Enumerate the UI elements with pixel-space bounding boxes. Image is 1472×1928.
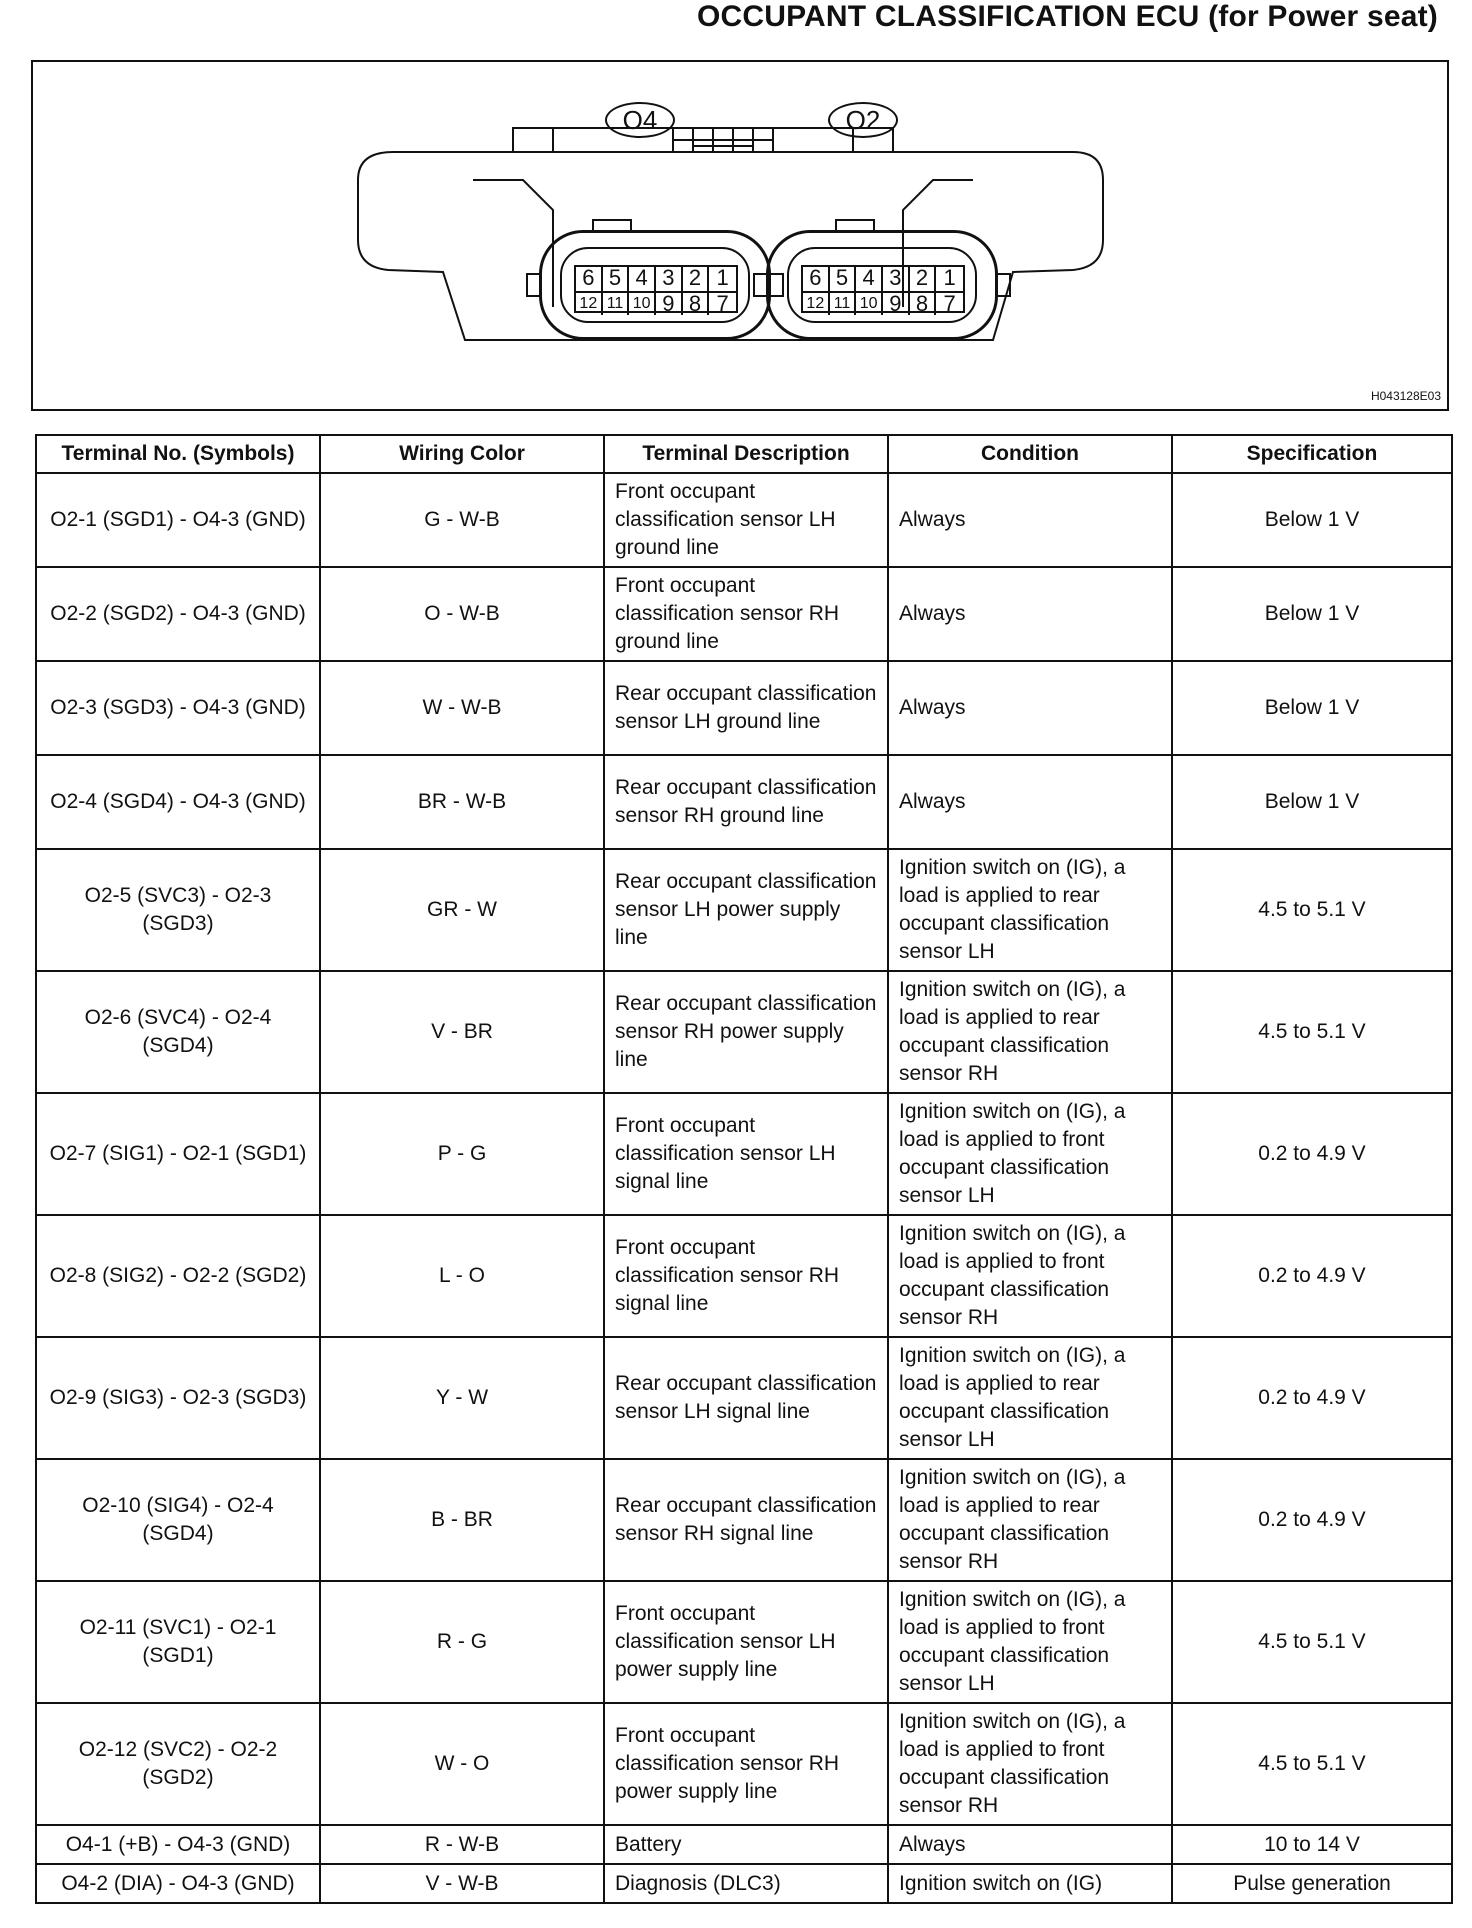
spec-cell: 4.5 to 5.1 V bbox=[1172, 1703, 1452, 1825]
table-row bbox=[36, 1703, 1452, 1825]
pin: 12 bbox=[803, 291, 830, 315]
connector-diagram bbox=[31, 60, 1449, 411]
table-row bbox=[36, 661, 1452, 755]
terminal-cell: O2-9 (SIG3) - O2-3 (SGD3) bbox=[36, 1337, 320, 1459]
connector-label-o2: O2 bbox=[828, 102, 898, 138]
table-row bbox=[36, 1459, 1452, 1581]
description-cell: Rear occupant classification sensor LH ground line bbox=[604, 661, 888, 755]
description-cell: Front occupant classification sensor RH ground line bbox=[604, 567, 888, 661]
wiring-color-cell: V - BR bbox=[320, 971, 604, 1093]
description-cell: Front occupant classification sensor RH power supply line bbox=[604, 1703, 888, 1825]
pin: 6 bbox=[576, 267, 603, 291]
terminal-cell: O4-1 (+B) - O4-3 (GND) bbox=[36, 1825, 320, 1864]
table-row bbox=[36, 849, 1452, 971]
column-header: Condition bbox=[888, 435, 1172, 473]
pin: 12 bbox=[576, 291, 603, 315]
spec-cell: 10 to 14 V bbox=[1172, 1825, 1452, 1864]
pin: 5 bbox=[830, 267, 857, 291]
wiring-color-cell: R - W-B bbox=[320, 1825, 604, 1864]
pin: 3 bbox=[883, 267, 910, 291]
description-cell: Rear occupant classification sensor LH power supply line bbox=[604, 849, 888, 971]
description-cell: Front occupant classification sensor LH ground line bbox=[604, 473, 888, 567]
condition-cell: Ignition switch on (IG), a load is applied to front occupant classification sensor LH bbox=[888, 1093, 1172, 1215]
condition-cell: Always bbox=[888, 755, 1172, 849]
pin: 11 bbox=[830, 291, 857, 315]
terminal-spec-table bbox=[35, 434, 1453, 1904]
terminal-cell: O2-1 (SGD1) - O4-3 (GND) bbox=[36, 473, 320, 567]
condition-cell: Ignition switch on (IG), a load is applied to rear occupant classification sensor RH bbox=[888, 1459, 1172, 1581]
condition-cell: Ignition switch on (IG), a load is applied to front occupant classification sensor LH bbox=[888, 1581, 1172, 1703]
pin-grid bbox=[574, 265, 738, 316]
spec-cell: 0.2 to 4.9 V bbox=[1172, 1093, 1452, 1215]
pin-grid bbox=[801, 265, 965, 316]
pin: 9 bbox=[656, 291, 683, 315]
spec-cell: 4.5 to 5.1 V bbox=[1172, 1581, 1452, 1703]
pin: 8 bbox=[910, 291, 937, 315]
pin: 7 bbox=[709, 291, 736, 315]
terminal-cell: O2-11 (SVC1) - O2-1 (SGD1) bbox=[36, 1581, 320, 1703]
terminal-cell: O2-6 (SVC4) - O2-4 (SGD4) bbox=[36, 971, 320, 1093]
terminal-cell: O2-7 (SIG1) - O2-1 (SGD1) bbox=[36, 1093, 320, 1215]
pin: 4 bbox=[856, 267, 883, 291]
wiring-color-cell: Y - W bbox=[320, 1337, 604, 1459]
wiring-color-cell: B - BR bbox=[320, 1459, 604, 1581]
table-row bbox=[36, 567, 1452, 661]
connector-o4 bbox=[539, 230, 771, 340]
wiring-color-cell: BR - W-B bbox=[320, 755, 604, 849]
spec-cell: Below 1 V bbox=[1172, 755, 1452, 849]
spec-cell: 0.2 to 4.9 V bbox=[1172, 1459, 1452, 1581]
pin: 5 bbox=[603, 267, 630, 291]
description-cell: Battery bbox=[604, 1825, 888, 1864]
terminal-cell: O2-5 (SVC3) - O2-3 (SGD3) bbox=[36, 849, 320, 971]
spec-cell: Below 1 V bbox=[1172, 661, 1452, 755]
condition-cell: Ignition switch on (IG), a load is applied to rear occupant classification sensor LH bbox=[888, 849, 1172, 971]
description-cell: Diagnosis (DLC3) bbox=[604, 1864, 888, 1903]
condition-cell: Ignition switch on (IG), a load is applied to front occupant classification sensor RH bbox=[888, 1215, 1172, 1337]
table-row bbox=[36, 1337, 1452, 1459]
table-row bbox=[36, 1581, 1452, 1703]
terminal-cell: O4-2 (DIA) - O4-3 (GND) bbox=[36, 1864, 320, 1903]
terminal-cell: O2-3 (SGD3) - O4-3 (GND) bbox=[36, 661, 320, 755]
terminal-cell: O2-4 (SGD4) - O4-3 (GND) bbox=[36, 755, 320, 849]
description-cell: Rear occupant classification sensor LH signal line bbox=[604, 1337, 888, 1459]
pin: 7 bbox=[936, 291, 963, 315]
condition-cell: Always bbox=[888, 1825, 1172, 1864]
wiring-color-cell: W - W-B bbox=[320, 661, 604, 755]
wiring-color-cell: G - W-B bbox=[320, 473, 604, 567]
table-row bbox=[36, 1825, 1452, 1864]
pin: 1 bbox=[716, 265, 729, 290]
condition-cell: Always bbox=[888, 473, 1172, 567]
description-cell: Front occupant classification sensor LH signal line bbox=[604, 1093, 888, 1215]
table-row bbox=[36, 971, 1452, 1093]
wiring-color-cell: P - G bbox=[320, 1093, 604, 1215]
terminal-cell: O2-2 (SGD2) - O4-3 (GND) bbox=[36, 567, 320, 661]
pin: 8 bbox=[683, 291, 710, 315]
wiring-color-cell: O - W-B bbox=[320, 567, 604, 661]
description-cell: Front occupant classification sensor RH signal line bbox=[604, 1215, 888, 1337]
connector-label-o4: O4 bbox=[605, 102, 675, 138]
table-header-row bbox=[36, 435, 1452, 473]
spec-cell: Pulse generation bbox=[1172, 1864, 1452, 1903]
spec-cell: 4.5 to 5.1 V bbox=[1172, 971, 1452, 1093]
wiring-color-cell: R - G bbox=[320, 1581, 604, 1703]
column-header: Terminal No. (Symbols) bbox=[36, 435, 320, 473]
description-cell: Rear occupant classification sensor RH power supply line bbox=[604, 971, 888, 1093]
description-cell: Rear occupant classification sensor RH signal line bbox=[604, 1459, 888, 1581]
pin: 10 bbox=[629, 291, 656, 315]
figure-code: H043128E03 bbox=[1370, 389, 1441, 403]
pin: 6 bbox=[803, 267, 830, 291]
terminal-cell: O2-10 (SIG4) - O2-4 (SGD4) bbox=[36, 1459, 320, 1581]
spec-cell: 0.2 to 4.9 V bbox=[1172, 1337, 1452, 1459]
wiring-color-cell: L - O bbox=[320, 1215, 604, 1337]
pin: 2 bbox=[910, 267, 937, 291]
column-header: Wiring Color bbox=[320, 435, 604, 473]
pin: 4 bbox=[629, 267, 656, 291]
description-cell: Rear occupant classification sensor RH ground line bbox=[604, 755, 888, 849]
pin: 1 bbox=[943, 265, 956, 290]
spec-cell: 0.2 to 4.9 V bbox=[1172, 1215, 1452, 1337]
description-cell: Front occupant classification sensor LH power supply line bbox=[604, 1581, 888, 1703]
condition-cell: Always bbox=[888, 661, 1172, 755]
condition-cell: Ignition switch on (IG), a load is applied to rear occupant classification sensor LH bbox=[888, 1337, 1172, 1459]
table-row bbox=[36, 1215, 1452, 1337]
table-row bbox=[36, 755, 1452, 849]
pin: 3 bbox=[656, 267, 683, 291]
spec-cell: 4.5 to 5.1 V bbox=[1172, 849, 1452, 971]
spec-cell: Below 1 V bbox=[1172, 567, 1452, 661]
wiring-color-cell: W - O bbox=[320, 1703, 604, 1825]
page-title: OCCUPANT CLASSIFICATION ECU (for Power seat) bbox=[696, 0, 1438, 33]
table-row bbox=[36, 1093, 1452, 1215]
condition-cell: Ignition switch on (IG), a load is applied to rear occupant classification sensor RH bbox=[888, 971, 1172, 1093]
pin: 10 bbox=[856, 291, 883, 315]
condition-cell: Ignition switch on (IG), a load is applied to front occupant classification sensor RH bbox=[888, 1703, 1172, 1825]
table-row bbox=[36, 1864, 1452, 1903]
pin: 9 bbox=[883, 291, 910, 315]
table-row bbox=[36, 473, 1452, 567]
terminal-cell: O2-8 (SIG2) - O2-2 (SGD2) bbox=[36, 1215, 320, 1337]
pin: 11 bbox=[603, 291, 630, 315]
wiring-color-cell: GR - W bbox=[320, 849, 604, 971]
column-header: Specification bbox=[1172, 435, 1452, 473]
pin: 2 bbox=[683, 267, 710, 291]
wiring-color-cell: V - W-B bbox=[320, 1864, 604, 1903]
condition-cell: Always bbox=[888, 567, 1172, 661]
connector-o2 bbox=[766, 230, 998, 340]
column-header: Terminal Description bbox=[604, 435, 888, 473]
terminal-cell: O2-12 (SVC2) - O2-2 (SGD2) bbox=[36, 1703, 320, 1825]
condition-cell: Ignition switch on (IG) bbox=[888, 1864, 1172, 1903]
spec-cell: Below 1 V bbox=[1172, 473, 1452, 567]
